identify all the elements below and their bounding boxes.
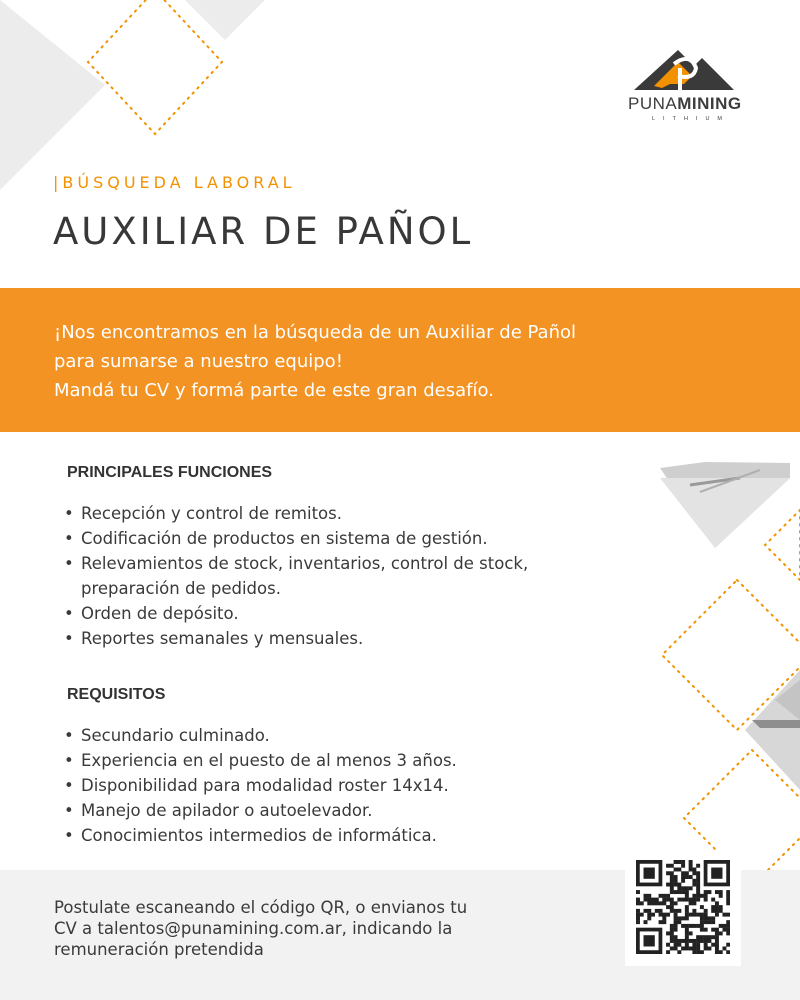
list-item: • Disponibilidad para modalidad roster 14x14. (62, 773, 457, 798)
intro-band (0, 288, 800, 432)
list-item: • Manejo de apilador o autoelevador. (62, 798, 457, 823)
puna-mining-logo (622, 48, 746, 128)
intro-line: Mandá tu CV y formá parte de este gran desafío. (54, 380, 494, 401)
list-item-continuation: preparación de pedidos. (81, 579, 281, 598)
intro-line: para sumarse a nuestro equipo! (54, 351, 343, 372)
deco-gray-triangle-top-left (0, 0, 105, 190)
deco-photo-diamond-right (745, 670, 800, 790)
deco-gray-square-top (185, 0, 265, 40)
list-item: • Experiencia en el puesto de al menos 3 años. (62, 748, 457, 773)
logo-brand-mining: MINING (677, 94, 742, 113)
footer-line: Postulate escaneando el código QR, o envianos tu (54, 898, 468, 917)
intro-line: ¡Nos encontramos en la búsqueda de un Auxiliar de Pañol (54, 322, 576, 343)
job-search-kicker: |BÚSQUEDA LABORAL (53, 173, 296, 192)
intro-text (54, 318, 576, 405)
functions-title: PRINCIPALES FUNCIONES (67, 464, 273, 481)
list-item: • Recepción y control de remitos. (62, 501, 528, 526)
requirements-title: REQUISITOS (67, 686, 166, 703)
qr-code-icon (636, 860, 730, 954)
logo-brand-text (628, 94, 742, 114)
footer-text (54, 897, 467, 960)
footer-line[interactable]: CV a talentos@punamining.com.ar, indicando la (54, 919, 453, 938)
logo-subtitle: LITHIUM (652, 116, 730, 122)
list-item: • Reportes semanales y mensuales. (62, 626, 528, 651)
deco-dotted-diamond-right-1 (765, 510, 800, 580)
mountain-logo-icon (634, 48, 734, 92)
list-item: • Secundario culminado. (62, 723, 457, 748)
functions-list (62, 501, 528, 651)
deco-dotted-diamond-top (88, 0, 222, 134)
logo-brand-puna: PUNA (628, 94, 678, 113)
job-title: AUXILIAR DE PAÑOL (53, 210, 474, 253)
list-item: • Orden de depósito. (62, 601, 528, 626)
list-item: • Relevamientos de stock, inventarios, control de stock, (62, 551, 528, 576)
deco-photo-diamond-top (660, 462, 790, 548)
list-item: • Codificación de productos en sistema de gestión. (62, 526, 528, 551)
list-item: • Conocimientos intermedios de informática. (62, 823, 457, 848)
footer-line: remuneración pretendida (54, 940, 264, 959)
requirements-list (62, 723, 457, 848)
qr-code[interactable] (625, 850, 741, 966)
